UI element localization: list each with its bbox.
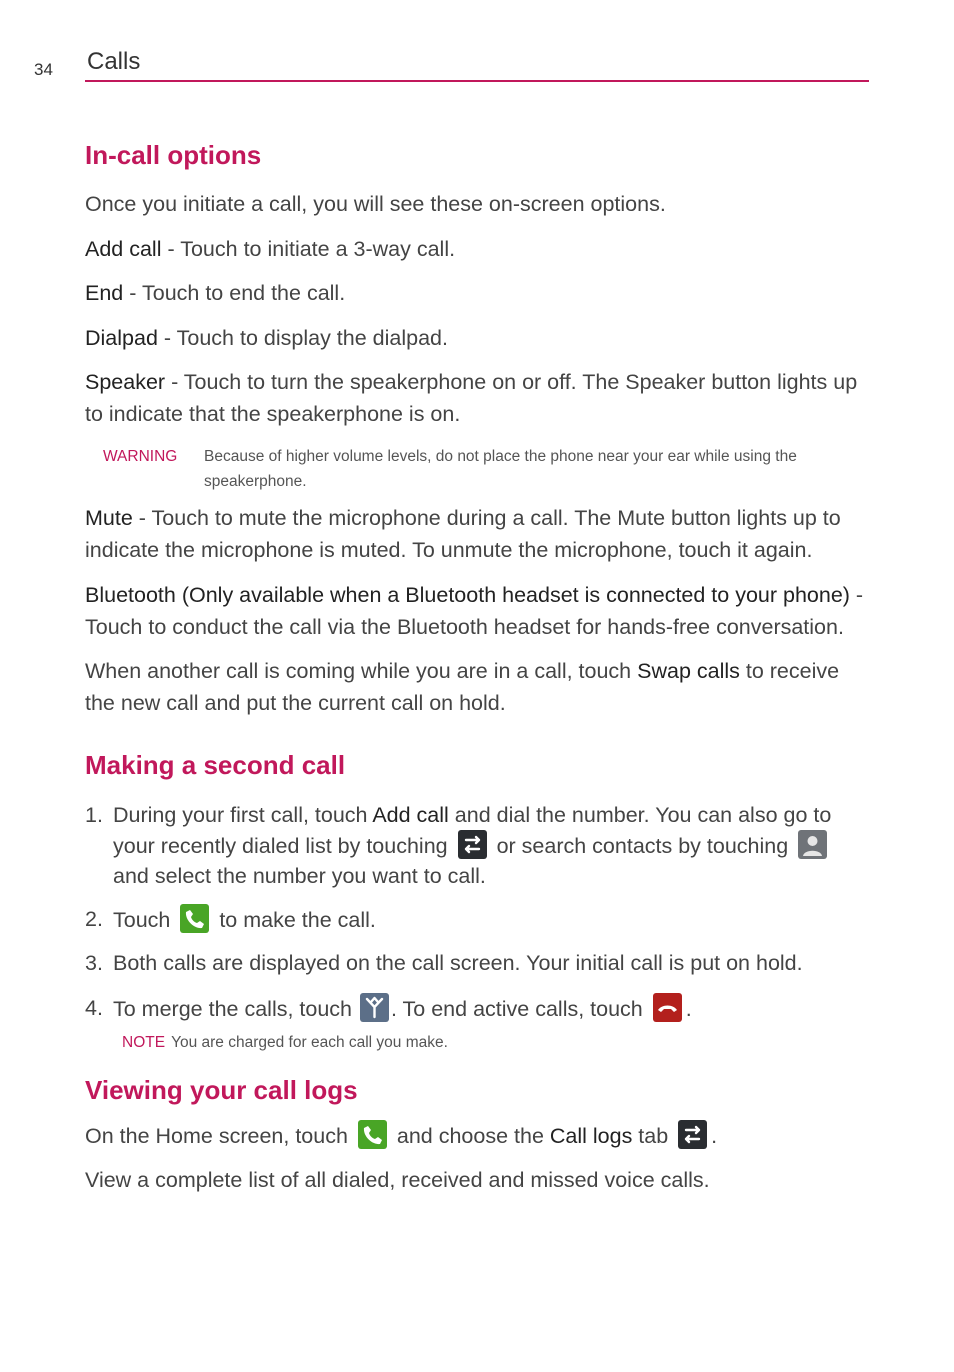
bluetooth-term: Bluetooth (Only available when a Bluetooth headset is connected to your phone) — [85, 583, 850, 608]
step-text-part: . To end active calls, touch — [390, 997, 649, 1022]
speaker-item — [85, 367, 869, 430]
speaker-term: Speaker — [85, 370, 166, 395]
end-item — [85, 278, 869, 310]
end-call-icon — [653, 993, 682, 1022]
call-logs-description: View a complete list of all dialed, received and missed voice calls. — [85, 1168, 710, 1193]
call-logs-instruction — [85, 1120, 869, 1153]
add-call-term: Add call — [85, 236, 162, 261]
step-number: 4. — [85, 996, 103, 1021]
merge-icon — [360, 993, 389, 1022]
note-box — [122, 1030, 869, 1055]
running-title: Calls — [87, 48, 141, 75]
text-part: tab — [632, 1123, 675, 1148]
step-item — [85, 993, 869, 1024]
swap-pre: When another call is coming while you are in a call, touch — [85, 659, 638, 684]
step-number: 1. — [85, 803, 103, 828]
step-text-part: Touch — [113, 908, 177, 933]
swap-arrows-icon — [458, 830, 487, 859]
warning-box — [103, 444, 869, 494]
note-label: NOTE — [122, 1034, 166, 1052]
step-text-part: . — [685, 997, 692, 1022]
mute-item — [85, 502, 869, 566]
step-text — [113, 904, 376, 935]
dialpad-desc: - Touch to display the dialpad. — [157, 325, 448, 350]
heading-making-second-call: Making a second call — [85, 750, 346, 781]
warning-label: WARNING — [103, 448, 178, 466]
step-text — [113, 993, 692, 1024]
heading-viewing-call-logs: Viewing your call logs — [85, 1075, 358, 1106]
step-text: Both calls are displayed on the call screen. Your initial call is put on hold. — [113, 951, 803, 976]
step-text-part: During your first call, touch — [113, 803, 373, 828]
mute-term: Mute — [85, 506, 133, 531]
end-term: End — [85, 281, 124, 306]
swap-calls-term: Swap calls — [637, 659, 740, 684]
call-logs-term: Call logs — [549, 1123, 633, 1148]
content — [85, 140, 869, 1197]
step-item — [85, 800, 869, 891]
warning-text: Because of higher volume levels, do not place the phone near your ear while using the speakerphone. — [204, 448, 797, 491]
bluetooth-desc: - Touch to conduct the call via the Bluetooth headset for hands-free conversation. — [85, 583, 864, 640]
add-call-desc: - Touch to initiate a 3-way call. — [161, 236, 456, 261]
step-text-part: and dial the number. You can also go to your recently dialed list by touching — [113, 803, 832, 859]
text-part: and choose the — [390, 1123, 550, 1148]
step-item — [85, 948, 869, 978]
step-text — [113, 800, 869, 891]
swap-post: to receive the new call and put the current call on hold. — [85, 659, 840, 715]
text-part: . — [711, 1123, 718, 1148]
steps-list — [85, 800, 869, 1024]
step-number: 3. — [85, 951, 103, 976]
swap-calls-paragraph — [85, 656, 869, 719]
add-call-term: Add call — [372, 803, 449, 828]
step-number: 2. — [85, 907, 103, 932]
contact-icon — [798, 830, 827, 859]
step-item — [85, 904, 869, 935]
step-text-part: and select the number you want to call. — [113, 864, 486, 889]
heading-in-call-options: In-call options — [85, 140, 262, 170]
phone-icon — [358, 1120, 387, 1149]
text-part: On the Home screen, touch — [85, 1123, 354, 1148]
bluetooth-item — [85, 579, 869, 643]
intro-paragraph: Once you initiate a call, you will see these on-screen options. — [85, 192, 666, 217]
step-text-part: or search contacts by touching — [490, 834, 795, 859]
add-call-item — [85, 234, 869, 266]
phone-icon — [180, 904, 209, 933]
note-text: You are charged for each call you make. — [171, 1034, 448, 1052]
step-text-part: to make the call. — [213, 908, 376, 933]
speaker-desc: - Touch to turn the speakerphone on or off. The Speaker button lights up to indicate that the speakerphone is on. — [85, 370, 858, 426]
swap-arrows-icon — [678, 1120, 707, 1149]
page-number: 34 — [34, 60, 53, 79]
mute-desc: - Touch to mute the microphone during a call. The Mute button lights up to indicate the microphone is muted. To unmute the microphone, touch it again. — [85, 506, 841, 563]
dialpad-term: Dialpad — [85, 325, 158, 350]
end-desc: - Touch to end the call. — [123, 281, 346, 306]
step-text-part: To merge the calls, touch — [113, 997, 358, 1022]
header-rule — [85, 80, 869, 82]
dialpad-item — [85, 323, 869, 355]
